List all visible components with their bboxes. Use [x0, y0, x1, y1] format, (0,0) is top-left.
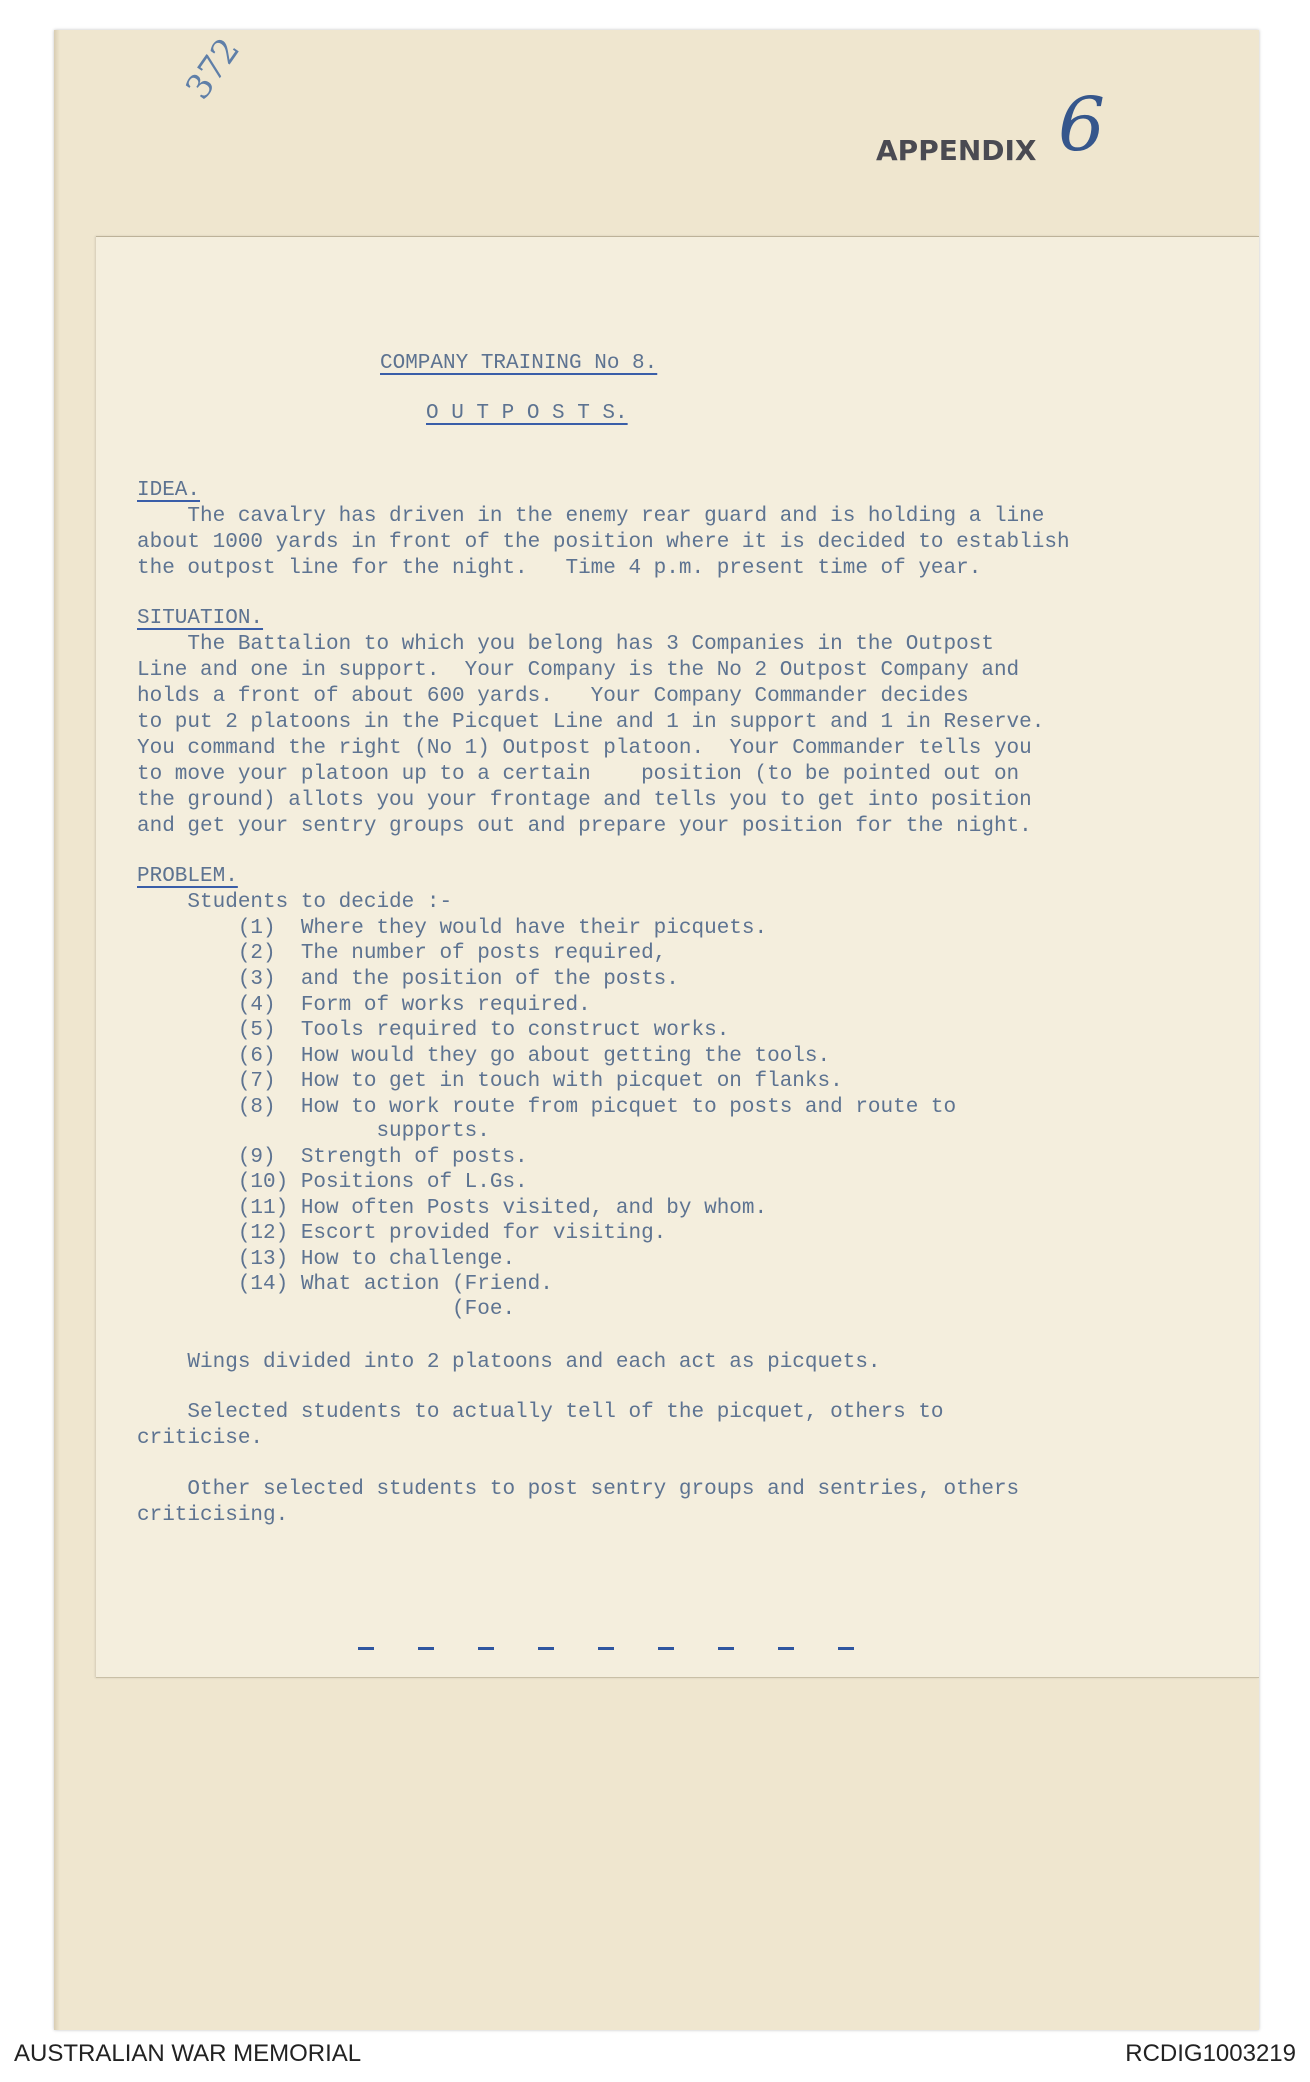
sheet-edge [54, 30, 60, 2030]
problem-item: (Foe. [137, 1298, 516, 1321]
rule-dash [538, 1647, 554, 1650]
closing-line: Other selected students to post sentry groups and sentries, others [137, 1478, 1020, 1501]
closing-line: Selected students to actually tell of the picquet, others to [137, 1401, 944, 1424]
problem-heading: PROBLEM. [137, 865, 238, 888]
folio-number: 372 [178, 30, 248, 107]
problem-item: (3) and the position of the posts. [137, 968, 679, 991]
rule-dash [778, 1647, 794, 1650]
situation-line: to move your platoon up to a certain position (to be pointed out on [137, 763, 1020, 786]
footer-institution: AUSTRALIAN WAR MEMORIAL [14, 2040, 362, 2067]
problem-item: (1) Where they would have their picquets. [137, 917, 768, 940]
situation-line: the ground) allots you your frontage and tells you to get into position [137, 789, 1032, 812]
footer-record-id: RCDIG1003219 [1125, 2040, 1296, 2067]
situation-line: and get your sentry groups out and prepare your position for the night. [137, 815, 1032, 838]
closing-line: criticise. [137, 1427, 264, 1450]
appendix-number: 6 [1058, 82, 1106, 168]
rule-dash [658, 1647, 674, 1650]
problem-intro: Students to decide :- [137, 891, 453, 914]
rule-dash [718, 1647, 734, 1650]
rule-dash [418, 1647, 434, 1650]
closing-line: Wings divided into 2 platoons and each act as picquets. [137, 1351, 881, 1374]
idea-heading: IDEA. [137, 479, 201, 502]
rule-dash [478, 1647, 494, 1650]
problem-item: (13) How to challenge. [137, 1248, 516, 1271]
rule-dash [838, 1647, 854, 1650]
problem-item: (14) What action (Friend. [137, 1273, 553, 1296]
idea-line: The cavalry has driven in the enemy rear guard and is holding a line [137, 505, 1045, 528]
appendix-stamp: APPENDIX [876, 134, 1037, 167]
idea-line: about 1000 yards in front of the position where it is decided to establish [137, 531, 1070, 554]
situation-line: You command the right (No 1) Outpost platoon. Your Commander tells you [137, 737, 1032, 760]
problem-item: (7) How to get in touch with picquet on flanks. [137, 1070, 843, 1093]
situation-line: Line and one in support. Your Company is the No 2 Outpost Company and [137, 659, 1020, 682]
problem-item: supports. [137, 1120, 490, 1143]
document-subtitle: O U T P O S T S. [426, 402, 628, 425]
problem-item: (12) Escort provided for visiting. [137, 1222, 667, 1245]
situation-heading: SITUATION. [137, 607, 264, 630]
idea-line: the outpost line for the night. Time 4 p.m. present time of year. [137, 557, 982, 580]
problem-item: (6) How would they go about getting the tools. [137, 1045, 831, 1068]
problem-item: (2) The number of posts required, [137, 942, 667, 965]
problem-item: (8) How to work route from picquet to posts and route to [137, 1096, 957, 1119]
problem-item: (9) Strength of posts. [137, 1146, 528, 1169]
problem-item: (4) Form of works required. [137, 994, 591, 1017]
situation-line: holds a front of about 600 yards. Your Company Commander decides [137, 685, 969, 708]
situation-line: to put 2 platoons in the Picquet Line and 1 in support and 1 in Reserve. [137, 711, 1045, 734]
problem-item: (11) How often Posts visited, and by whom. [137, 1197, 768, 1220]
problem-item: (5) Tools required to construct works. [137, 1019, 730, 1042]
rule-dash [598, 1647, 614, 1650]
document-title: COMPANY TRAINING No 8. [380, 352, 658, 375]
problem-item: (10) Positions of L.Gs. [137, 1171, 528, 1194]
situation-line: The Battalion to which you belong has 3 Companies in the Outpost [137, 633, 994, 656]
closing-line: criticising. [137, 1504, 289, 1527]
rule-dash [358, 1647, 374, 1650]
